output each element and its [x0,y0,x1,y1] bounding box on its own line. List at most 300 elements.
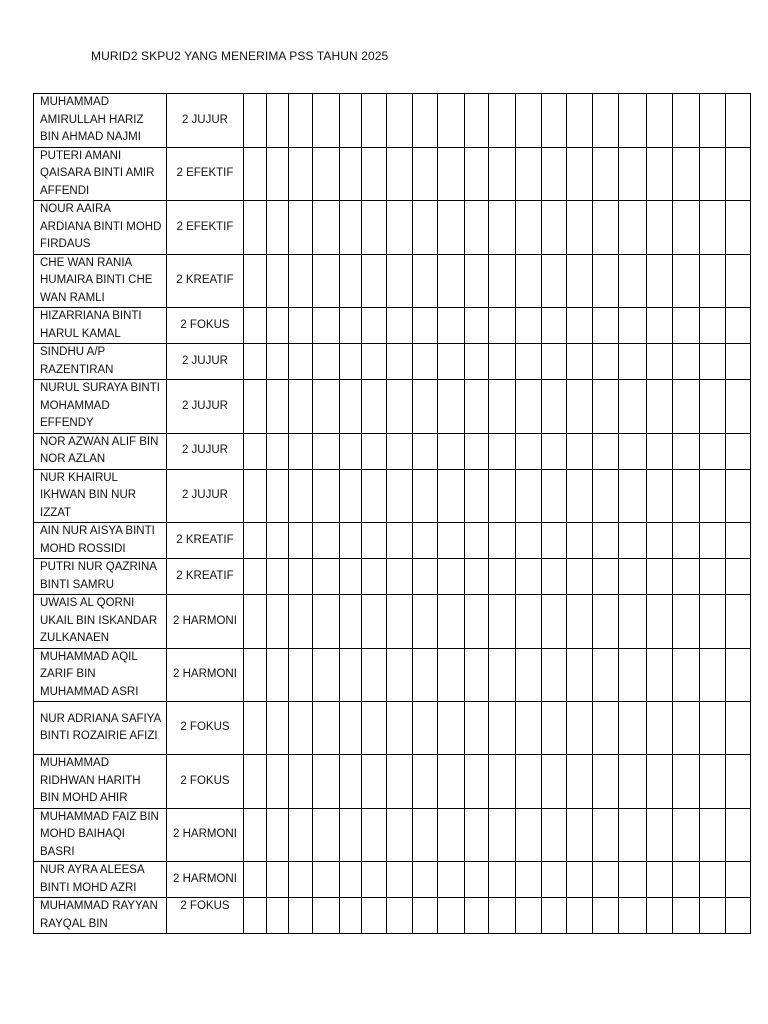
empty-cell [288,808,312,862]
empty-cell [567,898,593,934]
empty-cell [593,380,619,434]
student-class-cell: 2 FOKUS [167,702,243,755]
empty-cell [465,308,489,344]
empty-cell [438,702,465,755]
empty-cell [465,898,489,934]
student-name-cell: NUR KHAIRUL IKHWAN BIN NUR IZZAT [34,469,167,523]
empty-cell [516,523,542,559]
empty-cell [672,469,699,523]
empty-cell [243,559,266,595]
empty-cell [266,433,288,469]
empty-cell [412,755,437,809]
empty-cell [386,559,412,595]
empty-cell [619,595,646,649]
empty-cell [339,755,361,809]
empty-cell [386,523,412,559]
empty-cell [243,898,266,934]
empty-cell [312,862,339,898]
empty-cell [288,755,312,809]
empty-cell [465,433,489,469]
empty-cell [567,469,593,523]
empty-cell [465,595,489,649]
empty-cell [542,648,567,702]
empty-cell [672,648,699,702]
empty-cell [567,94,593,148]
empty-cell [243,147,266,201]
empty-cell [489,433,516,469]
empty-cell [593,898,619,934]
empty-cell [725,147,750,201]
empty-cell [438,862,465,898]
empty-cell [542,433,567,469]
empty-cell [646,380,672,434]
empty-cell [312,559,339,595]
empty-cell [619,523,646,559]
empty-cell [339,702,361,755]
student-class-cell: 2 HARMONI [167,595,243,649]
empty-cell [312,344,339,380]
empty-cell [266,344,288,380]
empty-cell [699,469,725,523]
empty-cell [312,147,339,201]
empty-cell [438,147,465,201]
empty-cell [412,808,437,862]
empty-cell [725,433,750,469]
empty-cell [567,201,593,255]
student-class-cell: 2 KREATIF [167,254,243,308]
empty-cell [266,702,288,755]
empty-cell [386,862,412,898]
empty-cell [567,523,593,559]
table-row [34,433,751,469]
empty-cell [312,702,339,755]
empty-cell [266,755,288,809]
empty-cell [516,469,542,523]
empty-cell [725,308,750,344]
empty-cell [412,308,437,344]
student-class-cell: 2 EFEKTIF [167,201,243,255]
empty-cell [243,469,266,523]
empty-cell [339,469,361,523]
empty-cell [438,433,465,469]
empty-cell [699,862,725,898]
empty-cell [361,94,386,148]
table-row [34,94,751,148]
empty-cell [672,94,699,148]
student-class-cell: 2 FOKUS [167,308,243,344]
empty-cell [699,254,725,308]
empty-cell [243,595,266,649]
empty-cell [465,648,489,702]
empty-cell [646,254,672,308]
empty-cell [725,469,750,523]
empty-cell [412,469,437,523]
empty-cell [339,648,361,702]
empty-cell [567,595,593,649]
empty-cell [699,523,725,559]
empty-cell [699,595,725,649]
empty-cell [386,648,412,702]
empty-cell [646,755,672,809]
empty-cell [288,469,312,523]
empty-cell [567,380,593,434]
empty-cell [593,648,619,702]
empty-cell [699,702,725,755]
empty-cell [699,344,725,380]
empty-cell [465,469,489,523]
empty-cell [646,147,672,201]
empty-cell [266,898,288,934]
empty-cell [438,898,465,934]
empty-cell [672,595,699,649]
empty-cell [312,595,339,649]
empty-cell [725,702,750,755]
empty-cell [542,898,567,934]
empty-cell [361,344,386,380]
empty-cell [567,755,593,809]
empty-cell [619,862,646,898]
empty-cell [288,380,312,434]
empty-cell [489,595,516,649]
empty-cell [646,862,672,898]
table-row [34,469,751,523]
empty-cell [412,648,437,702]
empty-cell [412,898,437,934]
empty-cell [361,898,386,934]
empty-cell [339,254,361,308]
empty-cell [699,898,725,934]
empty-cell [243,702,266,755]
empty-cell [243,308,266,344]
student-class-cell: 2 HARMONI [167,648,243,702]
empty-cell [243,523,266,559]
empty-cell [619,808,646,862]
empty-cell [386,433,412,469]
empty-cell [516,380,542,434]
empty-cell [386,595,412,649]
empty-cell [542,94,567,148]
table-row [34,344,751,380]
empty-cell [619,702,646,755]
table-row [34,254,751,308]
empty-cell [339,433,361,469]
empty-cell [339,898,361,934]
empty-cell [288,201,312,255]
empty-cell [312,308,339,344]
empty-cell [516,808,542,862]
empty-cell [465,808,489,862]
student-class-cell: 2 JUJUR [167,433,243,469]
empty-cell [725,808,750,862]
empty-cell [699,559,725,595]
empty-cell [567,808,593,862]
empty-cell [593,201,619,255]
empty-cell [672,380,699,434]
empty-cell [412,380,437,434]
empty-cell [361,595,386,649]
empty-cell [516,433,542,469]
empty-cell [243,808,266,862]
empty-cell [412,523,437,559]
empty-cell [339,559,361,595]
empty-cell [266,808,288,862]
empty-cell [516,862,542,898]
table-row [34,559,751,595]
empty-cell [288,147,312,201]
empty-cell [725,94,750,148]
empty-cell [699,380,725,434]
empty-cell [646,808,672,862]
empty-cell [725,523,750,559]
empty-cell [243,433,266,469]
empty-cell [312,380,339,434]
empty-cell [386,254,412,308]
empty-cell [699,648,725,702]
empty-cell [619,308,646,344]
student-name-cell: PUTERI AMANI QAISARA BINTI AMIR AFFENDI [34,147,167,201]
empty-cell [516,755,542,809]
empty-cell [266,559,288,595]
empty-cell [672,344,699,380]
empty-cell [725,648,750,702]
empty-cell [412,559,437,595]
empty-cell [438,344,465,380]
empty-cell [266,862,288,898]
empty-cell [516,898,542,934]
empty-cell [619,344,646,380]
empty-cell [361,559,386,595]
table-row [34,702,751,755]
empty-cell [465,147,489,201]
empty-cell [646,559,672,595]
empty-cell [465,201,489,255]
empty-cell [567,433,593,469]
empty-cell [339,94,361,148]
empty-cell [288,523,312,559]
table-row [34,755,751,809]
empty-cell [593,702,619,755]
empty-cell [412,344,437,380]
empty-cell [339,808,361,862]
empty-cell [243,862,266,898]
empty-cell [646,469,672,523]
empty-cell [567,702,593,755]
student-name-cell: CHE WAN RANIA HUMAIRA BINTI CHE WAN RAMLI [34,254,167,308]
empty-cell [386,147,412,201]
empty-cell [593,147,619,201]
empty-cell [516,94,542,148]
empty-cell [312,94,339,148]
student-name-cell: NURUL SURAYA BINTI MOHAMMAD EFFENDY [34,380,167,434]
empty-cell [567,862,593,898]
empty-cell [672,808,699,862]
empty-cell [672,254,699,308]
empty-cell [593,862,619,898]
student-name-cell: NUR ADRIANA SAFIYA BINTI ROZAIRIE AFIZI [34,702,167,755]
student-name-cell: UWAIS AL QORNI UKAIL BIN ISKANDAR ZULKANAEN [34,595,167,649]
student-name-cell: NOUR AAIRA ARDIANA BINTI MOHD FIRDAUS [34,201,167,255]
empty-cell [288,308,312,344]
empty-cell [699,808,725,862]
empty-cell [542,559,567,595]
student-name-cell: AIN NUR AISYA BINTI MOHD ROSSIDI [34,523,167,559]
empty-cell [619,254,646,308]
empty-cell [489,898,516,934]
empty-cell [489,147,516,201]
document-title: MURID2 SKPU2 YANG MENERIMA PSS TAHUN 2025 [91,49,389,63]
empty-cell [339,523,361,559]
empty-cell [489,308,516,344]
empty-cell [593,94,619,148]
empty-cell [516,308,542,344]
student-name-cell: MUHAMMAD RIDHWAN HARITH BIN MOHD AHIR [34,755,167,809]
student-name-cell: MUHAMMAD AMIRULLAH HARIZ BIN AHMAD NAJMI [34,94,167,148]
empty-cell [567,254,593,308]
empty-cell [412,702,437,755]
student-name-cell: SINDHU A/P RAZENTIRAN [34,344,167,380]
empty-cell [489,469,516,523]
student-name-cell: MUHAMMAD AQIL ZARIF BIN MUHAMMAD ASRI [34,648,167,702]
empty-cell [412,201,437,255]
empty-cell [465,702,489,755]
empty-cell [516,147,542,201]
empty-cell [386,469,412,523]
empty-cell [465,523,489,559]
empty-cell [266,254,288,308]
empty-cell [646,201,672,255]
empty-cell [243,648,266,702]
empty-cell [542,380,567,434]
empty-cell [725,380,750,434]
empty-cell [725,755,750,809]
empty-cell [699,755,725,809]
empty-cell [567,559,593,595]
empty-cell [465,559,489,595]
empty-cell [516,344,542,380]
empty-cell [243,380,266,434]
empty-cell [361,380,386,434]
empty-cell [646,898,672,934]
empty-cell [542,523,567,559]
empty-cell [312,808,339,862]
empty-cell [266,523,288,559]
empty-cell [567,648,593,702]
empty-cell [312,433,339,469]
empty-cell [386,755,412,809]
empty-cell [542,702,567,755]
empty-cell [672,898,699,934]
empty-cell [619,94,646,148]
empty-cell [542,595,567,649]
empty-cell [619,433,646,469]
empty-cell [438,559,465,595]
empty-cell [619,755,646,809]
student-class-cell: 2 JUJUR [167,469,243,523]
student-class-cell: 2 KREATIF [167,559,243,595]
empty-cell [412,147,437,201]
student-name-cell: MUHAMMAD RAYYAN RAYQAL BIN [34,898,167,934]
empty-cell [288,595,312,649]
student-name-cell: MUHAMMAD FAIZ BIN MOHD BAIHAQI BASRI [34,808,167,862]
empty-cell [312,201,339,255]
table-row [34,380,751,434]
empty-cell [672,559,699,595]
empty-cell [438,94,465,148]
empty-cell [619,559,646,595]
empty-cell [593,308,619,344]
empty-cell [312,898,339,934]
empty-cell [542,469,567,523]
empty-cell [619,469,646,523]
empty-cell [619,648,646,702]
empty-cell [266,94,288,148]
empty-cell [266,648,288,702]
empty-cell [542,201,567,255]
empty-cell [361,523,386,559]
empty-cell [516,559,542,595]
empty-cell [266,201,288,255]
empty-cell [567,147,593,201]
empty-cell [672,755,699,809]
empty-cell [438,201,465,255]
empty-cell [243,201,266,255]
empty-cell [438,254,465,308]
empty-cell [646,595,672,649]
empty-cell [288,433,312,469]
empty-cell [438,595,465,649]
empty-cell [516,201,542,255]
empty-cell [361,755,386,809]
empty-cell [361,469,386,523]
empty-cell [725,898,750,934]
empty-cell [593,523,619,559]
empty-cell [288,898,312,934]
empty-cell [438,523,465,559]
empty-cell [339,380,361,434]
empty-cell [593,344,619,380]
empty-cell [489,862,516,898]
empty-cell [725,595,750,649]
empty-cell [619,201,646,255]
empty-cell [361,254,386,308]
empty-cell [646,344,672,380]
empty-cell [672,308,699,344]
empty-cell [619,147,646,201]
empty-cell [339,201,361,255]
student-name-cell: HIZARRIANA BINTI HARUL KAMAL [34,308,167,344]
table-row [34,308,751,344]
empty-cell [266,380,288,434]
empty-cell [412,862,437,898]
empty-cell [361,308,386,344]
empty-cell [542,808,567,862]
empty-cell [542,147,567,201]
empty-cell [266,308,288,344]
empty-cell [438,648,465,702]
empty-cell [725,559,750,595]
student-name-cell: PUTRI NUR QAZRINA BINTI SAMRU [34,559,167,595]
empty-cell [465,380,489,434]
empty-cell [516,648,542,702]
student-name-cell: NOR AZWAN ALIF BIN NOR AZLAN [34,433,167,469]
student-class-cell: 2 HARMONI [167,808,243,862]
empty-cell [288,702,312,755]
empty-cell [489,702,516,755]
empty-cell [489,201,516,255]
empty-cell [465,755,489,809]
empty-cell [288,254,312,308]
empty-cell [672,862,699,898]
